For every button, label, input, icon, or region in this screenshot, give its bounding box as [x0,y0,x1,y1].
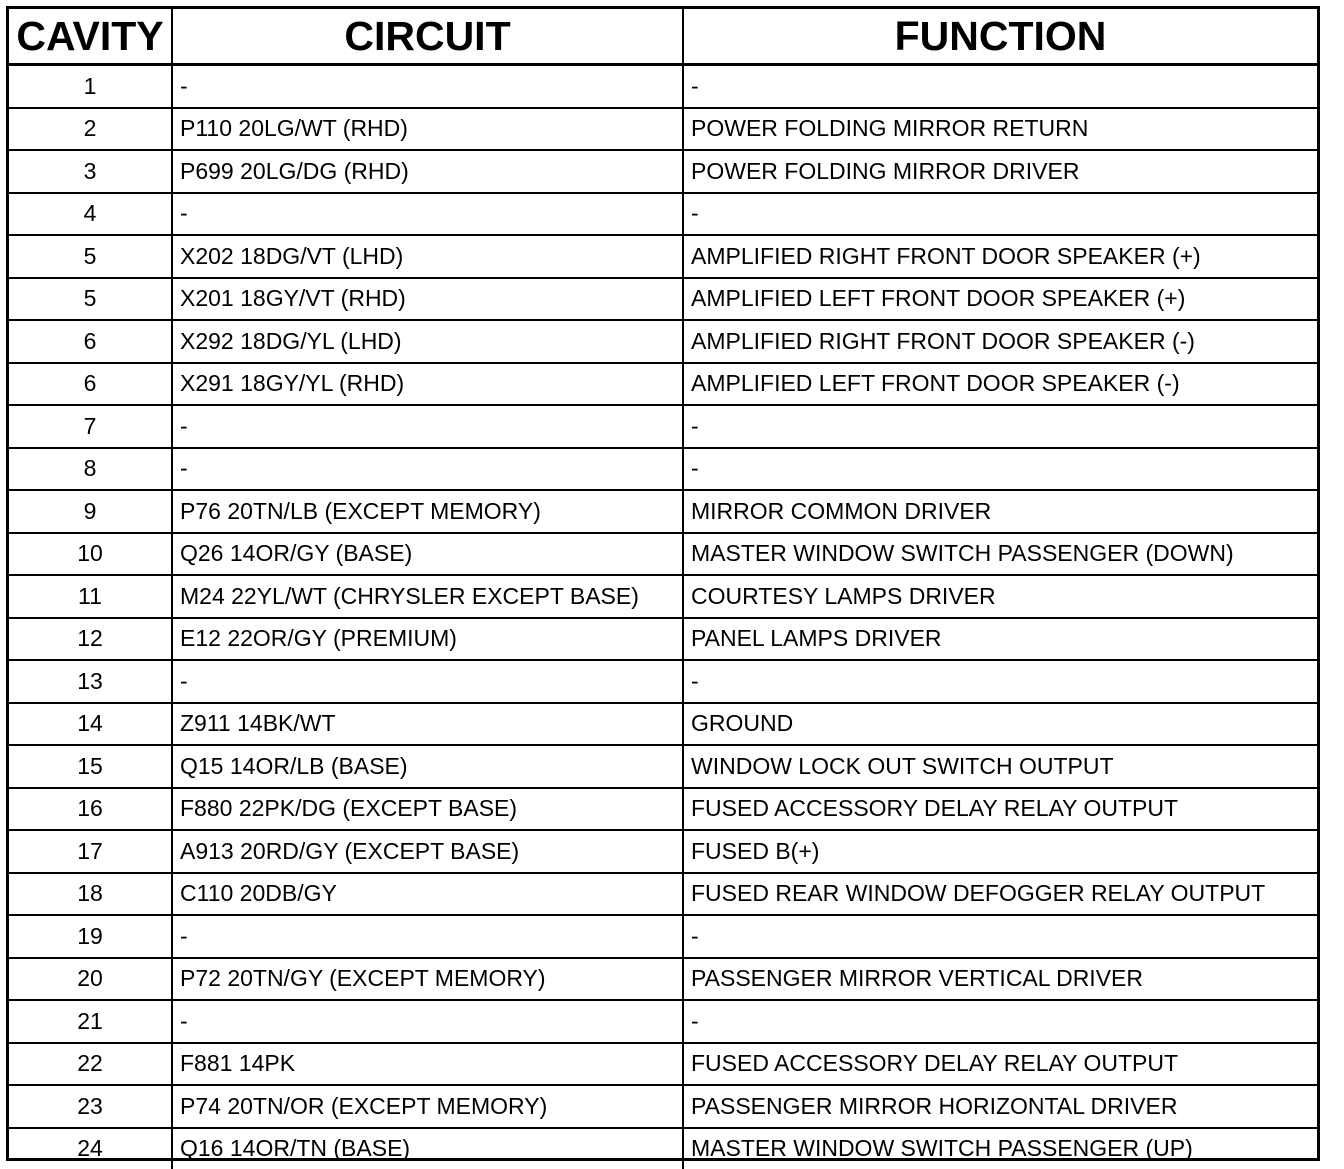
cavity-cell: 11 [9,575,172,618]
table-row [9,915,1317,958]
table-row [9,490,1317,533]
function-cell: - [683,405,1317,448]
table-row [9,533,1317,576]
circuit-cell: - [172,448,683,491]
function-cell: - [683,1000,1317,1043]
function-cell: GROUND [683,703,1317,746]
circuit-cell: P76 20TN/LB (EXCEPT MEMORY) [172,490,683,533]
circuit-cell: - [172,660,683,703]
cavity-cell: 23 [9,1085,172,1128]
cavity-cell: 12 [9,618,172,661]
cavity-cell: 24 [9,1128,172,1169]
circuit-cell: F881 14PK [172,1043,683,1086]
function-cell: PASSENGER MIRROR VERTICAL DRIVER [683,958,1317,1001]
function-cell: FUSED ACCESSORY DELAY RELAY OUTPUT [683,788,1317,831]
circuit-cell: Q15 14OR/LB (BASE) [172,745,683,788]
cavity-column-header: CAVITY [9,9,172,65]
cavity-cell: 5 [9,235,172,278]
table-row [9,405,1317,448]
function-column-header: FUNCTION [683,9,1317,65]
circuit-cell: M24 22YL/WT (CHRYSLER EXCEPT BASE) [172,575,683,618]
circuit-cell: A913 20RD/GY (EXCEPT BASE) [172,830,683,873]
function-cell: AMPLIFIED LEFT FRONT DOOR SPEAKER (+) [683,278,1317,321]
function-cell: AMPLIFIED RIGHT FRONT DOOR SPEAKER (-) [683,320,1317,363]
circuit-cell: F880 22PK/DG (EXCEPT BASE) [172,788,683,831]
circuit-cell: - [172,915,683,958]
cavity-cell: 1 [9,65,172,108]
cavity-cell: 3 [9,150,172,193]
function-cell: PANEL LAMPS DRIVER [683,618,1317,661]
function-cell: - [683,193,1317,236]
function-cell: - [683,65,1317,108]
table-row [9,575,1317,618]
cavity-cell: 7 [9,405,172,448]
table-row [9,618,1317,661]
header-row [9,9,1317,65]
cavity-cell: 8 [9,448,172,491]
function-cell: POWER FOLDING MIRROR DRIVER [683,150,1317,193]
circuit-cell: E12 22OR/GY (PREMIUM) [172,618,683,661]
pinout-table [9,9,1317,1169]
circuit-cell: P110 20LG/WT (RHD) [172,108,683,151]
circuit-cell: X201 18GY/VT (RHD) [172,278,683,321]
cavity-cell: 21 [9,1000,172,1043]
table-row [9,788,1317,831]
table-row [9,65,1317,108]
table-row [9,873,1317,916]
circuit-cell: P72 20TN/GY (EXCEPT MEMORY) [172,958,683,1001]
circuit-cell: Q26 14OR/GY (BASE) [172,533,683,576]
circuit-cell: C110 20DB/GY [172,873,683,916]
function-cell: - [683,448,1317,491]
function-cell: MASTER WINDOW SWITCH PASSENGER (DOWN) [683,533,1317,576]
cavity-cell: 17 [9,830,172,873]
circuit-cell: X291 18GY/YL (RHD) [172,363,683,406]
circuit-cell: P699 20LG/DG (RHD) [172,150,683,193]
function-cell: AMPLIFIED RIGHT FRONT DOOR SPEAKER (+) [683,235,1317,278]
table-row [9,1128,1317,1169]
cavity-cell: 6 [9,363,172,406]
cavity-cell: 4 [9,193,172,236]
function-cell: MIRROR COMMON DRIVER [683,490,1317,533]
table-row [9,1000,1317,1043]
cavity-cell: 13 [9,660,172,703]
table-row [9,278,1317,321]
table-row [9,108,1317,151]
function-cell: COURTESY LAMPS DRIVER [683,575,1317,618]
table-row [9,150,1317,193]
function-cell: - [683,915,1317,958]
table-row [9,320,1317,363]
table-row [9,1085,1317,1128]
cavity-cell: 16 [9,788,172,831]
circuit-cell: - [172,405,683,448]
circuit-cell: - [172,1000,683,1043]
circuit-cell: X202 18DG/VT (LHD) [172,235,683,278]
table-row [9,660,1317,703]
function-cell: FUSED REAR WINDOW DEFOGGER RELAY OUTPUT [683,873,1317,916]
table-row [9,830,1317,873]
function-cell: WINDOW LOCK OUT SWITCH OUTPUT [683,745,1317,788]
table-row [9,1043,1317,1086]
circuit-cell: - [172,65,683,108]
table-row [9,745,1317,788]
table-row [9,958,1317,1001]
circuit-column-header: CIRCUIT [172,9,683,65]
cavity-cell: 10 [9,533,172,576]
cavity-cell: 18 [9,873,172,916]
circuit-cell: Q16 14OR/TN (BASE) [172,1128,683,1169]
cavity-cell: 19 [9,915,172,958]
circuit-cell: - [172,193,683,236]
function-cell: FUSED B(+) [683,830,1317,873]
table-row [9,193,1317,236]
cavity-cell: 2 [9,108,172,151]
circuit-cell: P74 20TN/OR (EXCEPT MEMORY) [172,1085,683,1128]
function-cell: POWER FOLDING MIRROR RETURN [683,108,1317,151]
function-cell: AMPLIFIED LEFT FRONT DOOR SPEAKER (-) [683,363,1317,406]
cavity-cell: 15 [9,745,172,788]
circuit-cell: Z911 14BK/WT [172,703,683,746]
table-row [9,448,1317,491]
table-header [9,9,1317,65]
cavity-cell: 9 [9,490,172,533]
function-cell: MASTER WINDOW SWITCH PASSENGER (UP) [683,1128,1317,1169]
connector-pinout-sheet [6,6,1320,1161]
circuit-cell: X292 18DG/YL (LHD) [172,320,683,363]
cavity-cell: 5 [9,278,172,321]
table-row [9,363,1317,406]
function-cell: - [683,660,1317,703]
cavity-cell: 20 [9,958,172,1001]
function-cell: PASSENGER MIRROR HORIZONTAL DRIVER [683,1085,1317,1128]
cavity-cell: 22 [9,1043,172,1086]
table-row [9,703,1317,746]
table-body [9,65,1317,1169]
table-row [9,235,1317,278]
function-cell: FUSED ACCESSORY DELAY RELAY OUTPUT [683,1043,1317,1086]
cavity-cell: 14 [9,703,172,746]
cavity-cell: 6 [9,320,172,363]
